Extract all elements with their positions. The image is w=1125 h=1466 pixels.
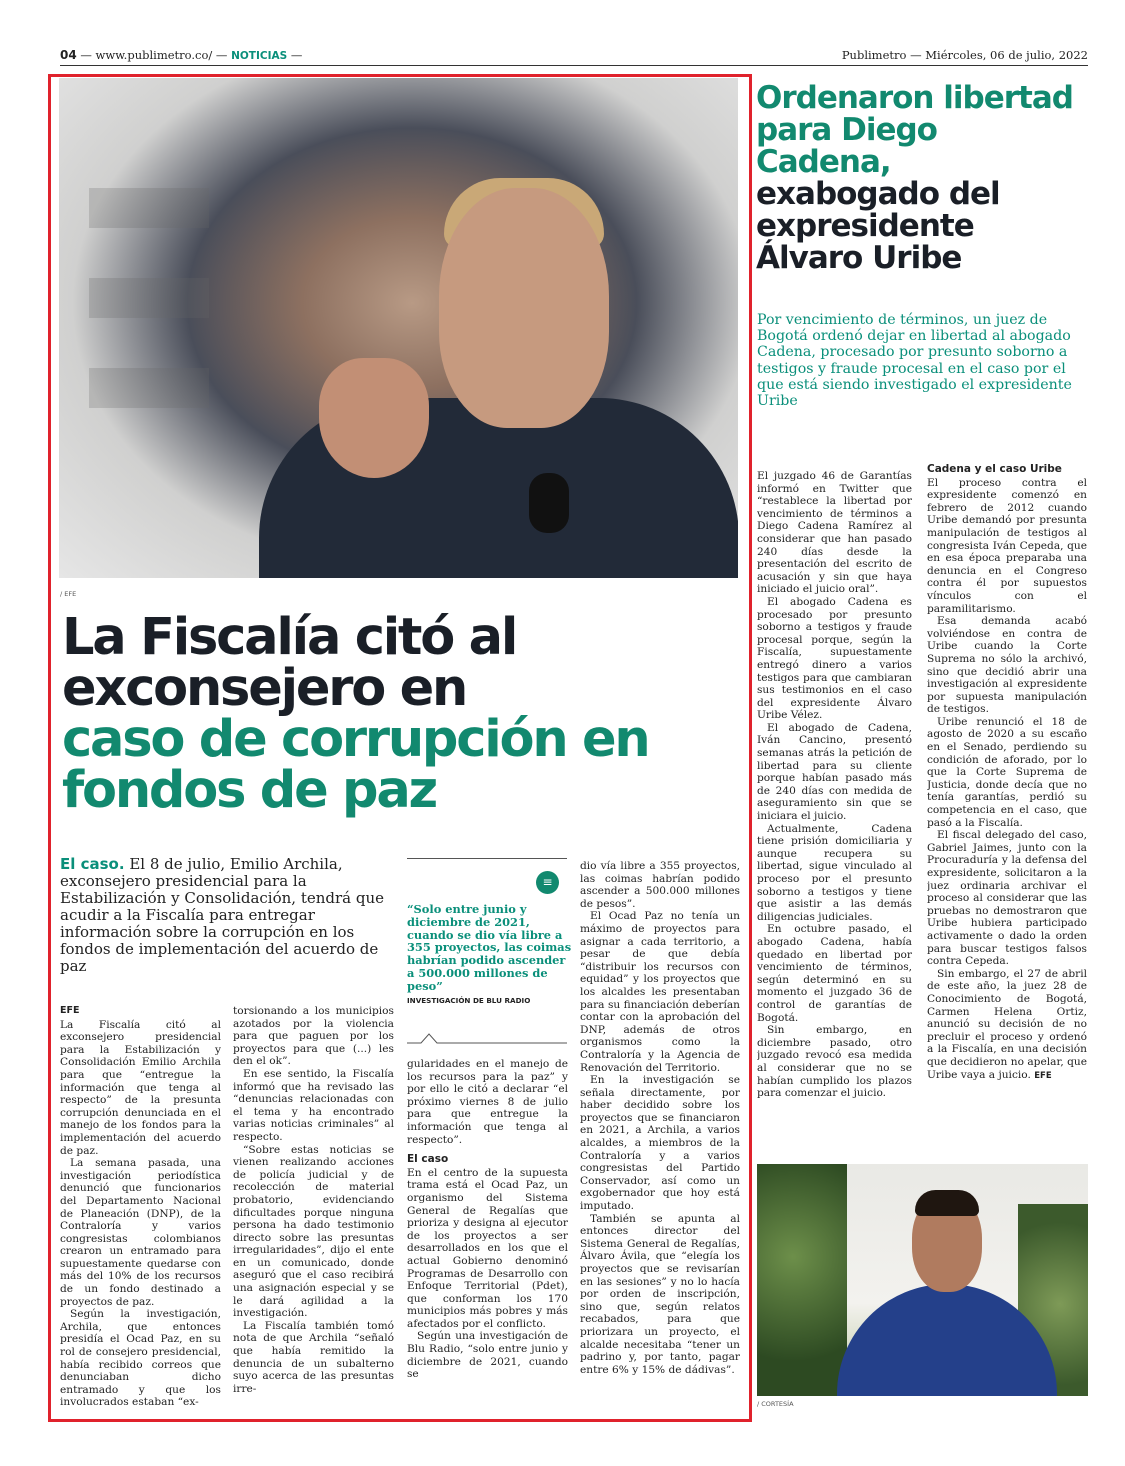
paragraph: También se apunta al entonces director del Sistema General de Regalías, Álvaro Ávila, que “elegía los proyectos que se revisarían en las sesiones” y no lo hacía por orden de inscripción, sino que, según relatos recabados, para que priorizara un proyecto, el alcalde necesitaba “tener un padrino y, por tanto, pagar entre 6% y 15% de dádivas”. — [580, 1212, 740, 1376]
side-photo-credit: / CORTESÍA — [757, 1400, 794, 1408]
paragraph: Esa demanda acabó volviéndose en contra de Uribe cuando la Corte Suprema no sólo la archivó, sino que decidió abrir una investigación al expresidente por supuesta manipulación de testigos. — [927, 615, 1087, 716]
quote-source: INVESTIGACIÓN DE BLU RADIO — [407, 996, 531, 1005]
page-number: 04 — [60, 48, 77, 62]
paragraph: Sin embargo, en diciembre pasado, otro juzgado revocó esa medida al considerar que no se habían cumplido los plazos para comenzar el juicio. — [757, 1024, 912, 1100]
side-headline-teal: Ordenaron libertad para Diego Cadena, — [756, 80, 1073, 180]
paragraph: “Sobre estas noticias se vienen realizando acciones de policía judicial y de recolección de material probatorio, evidenciando dificultades porque ninguna persona ha dado testimonio directo sobre las presuntas irregularidades”, dijo el ente en un comunicado, donde aseguró que el caso recibirá una asignación especial y se le dará agilidad a la investigación. — [233, 1143, 394, 1320]
paragraph: La Fiscalía citó al exconsejero presidencial para la Estabilización y Consolidación Emilio Archila para que “entregue la información que tenga al respecto” de la presunta corrupción denunciada en el manejo de los fondos para la implementación del acuerdo de paz. — [60, 1018, 221, 1157]
main-col-2 — [233, 1005, 394, 1410]
plant-left — [757, 1164, 847, 1396]
efe-tag: EFE — [1034, 1070, 1052, 1081]
paragraph: gularidades en el manejo de los recursos para la paz” y por ello le citó a declarar “el próximo viernes 8 de julio para que entregue la información que tenga al respecto”. — [407, 1058, 568, 1146]
paragraph: El abogado de Cadena, Iván Cancino, presentó semanas atrás la petición de libertad para su cliente porque habían pasado más de 240 días con medida de aseguramiento sin que se iniciara el juicio. — [757, 721, 912, 823]
lead-label: El caso. — [60, 855, 125, 873]
paragraph: El Ocad Paz no tenía un máximo de proyectos para asignar a cada territorio, a pesar de que debía “distribuir los recursos con equidad” y los proyectos que los alcaldes les presentaban para su financiación deberían contar con la aprobación del DNP, además de otros organismos como la Contraloría y la Agencia de Renovación del Territorio. — [580, 910, 740, 1074]
paragraph: En el centro de la supuesta trama está el Ocad Paz, un organismo del Sistema General de Regalías que prioriza y designa al ejecutor de los proyectos a ser desarrollados en los que el actual Gobierno denominó Programas de Desarrollo con Enfoque Territorial (Pdet), que conforman los 170 municipios más pobres y más afectados por el conflicto. — [407, 1166, 568, 1330]
main-photo — [59, 78, 738, 578]
main-photo-credit: / EFE — [60, 590, 77, 598]
byline: EFE — [60, 1005, 80, 1016]
subheading-cadena-uribe: Cadena y el caso Uribe — [927, 463, 1062, 475]
paragraph: El fiscal delegado del caso, Gabriel Jaimes, junto con la Procuraduría y la defensa del expresidente, solicitaron a la juez ordinaria archivar el proceso al considerar que las pruebas no demostraron que Uribe hubiera participado activamente o dado la orden para buscar testigos falsos contra Cepeda. — [927, 829, 1087, 968]
main-col-3 — [407, 1058, 568, 1410]
main-headline — [62, 608, 732, 820]
site-url[interactable]: — www.publimetro.co/ — — [80, 48, 228, 62]
paragraph: Según la investigación, Archila, que entonces presidía el Ocad Paz, en su rol de consejero presidencial, había recibido correos que denunciaban dicho entramado y que los involucrados estaban “ex- — [60, 1308, 221, 1409]
lead-paragraph — [60, 856, 395, 975]
quote-divider — [407, 1032, 567, 1044]
paragraph: dio vía libre a 355 proyectos, las coimas habrían podido ascender a 500.000 millones de pesos”. — [580, 860, 740, 910]
paragraph: Según una investigación de Blu Radio, “solo entre junio y diciembre de 2021, cuando se — [407, 1330, 568, 1381]
photo-hair — [915, 1190, 979, 1216]
pull-quote — [407, 858, 572, 1005]
microphone-icon — [529, 473, 569, 533]
paragraph: El proceso contra el expresidente comenzó en febrero de 2012 cuando Uribe demandó por presunta manipulación de testigos al congresista Iván Cepeda, que en esa época preparaba una denuncia en el Congreso contra él por supuestos vínculos con el paramilitarismo. — [927, 476, 1087, 615]
paragraph: La semana pasada, una investigación periodística denunció que funcionarios del Departamento Nacional de Planeación (DNP), de la Contraloría y varios congresistas colombianos crearon un entramado para supuestamente quedarse con más del 10% de los recursos de un fondo destinado a proyectos de paz. — [60, 1157, 221, 1308]
paragraph: En octubre pasado, el abogado Cadena, había quedado en libertad por vencimiento de términos, según determinó en su momento el juzgado 36 de control de garantías de Bogotá. — [757, 923, 912, 1024]
side-deck: Por vencimiento de términos, un juez de Bogotá ordenó dejar en libertad al abogado Cadena, procesado por presunto soborno a testigos y fraude procesal en el caso por el que está siendo investigado el expresidente Uribe — [757, 312, 1072, 410]
photo-face — [439, 188, 609, 428]
side-headline — [756, 82, 1076, 274]
paragraph-text: Sin embargo, el 27 de abril de este año, la juez 28 de Conocimiento de Bogotá, Carmen Helena Ortiz, anunció su decisión de no precluir el proceso y ordenó a la Fiscalía, en una decisión que decidieron no apelar, que Uribe vaya a juicio. — [927, 967, 1087, 1081]
main-col-4 — [580, 860, 740, 1410]
section-name[interactable]: NOTICIAS — [231, 50, 288, 62]
section-suffix: — — [287, 48, 303, 62]
photo-hand — [319, 358, 429, 478]
paragraph — [927, 968, 1087, 1082]
paragraph: La Fiscalía también tomó nota de que Archila “señaló que había remitido la denuncia de un subalterno suyo acerca de las presuntas irre- — [233, 1319, 394, 1395]
paragraph: El abogado Cadena es procesado por presunto soborno a testigos y fraude procesal porque, según la Fiscalía, supuestamente entregó dinero a varios testigos para que cambiaran sus testimonios en el caso del expresidente Álvaro Uribe Vélez. — [757, 595, 912, 722]
paragraph: En la investigación se señala directamente, por haber decidido sobre los proyectos que se financiaron en 2021, a Archila, a varios alcaldes, a miembros de la Contraloría y a varios congresistas del Partido Conservador, así como un exgobernador que hoy está imputado. — [580, 1074, 740, 1213]
paragraph: En ese sentido, la Fiscalía informó que ha revisado las “denuncias relacionadas con el tema y ha encontrado varias noticias criminales” al respecto. — [233, 1067, 394, 1143]
side-photo — [757, 1164, 1088, 1396]
header-date: Publimetro — Miércoles, 06 de julio, 2022 — [841, 48, 1088, 62]
headline-teal: caso de corrupción en fondos de paz — [62, 710, 649, 820]
paragraph: Uribe renunció el 18 de agosto de 2020 a su escaño en el Senado, perdiendo su condición de aforado, por lo que la Corte Suprema de Justicia, donde decía que no tenía garantías, perdió su competencia en el caso, que pasó a la Fiscalía. — [927, 715, 1087, 829]
paragraph: torsionando a los municipios azotados por la violencia para que paguen por los proyectos para que (...) les den el ok”. — [233, 1005, 394, 1068]
side-col-1 — [757, 470, 912, 1160]
speech-bubble-icon: ≡ — [536, 871, 559, 894]
paragraph: Actualmente, Cadena tiene prisión domiciliaria y aunque recupera su libertad, sigue vinculado al proceso por el presunto soborno a testigos y tiene que asistir a las demás diligencias judiciales. — [757, 822, 912, 923]
backdrop-logos — [89, 188, 209, 448]
quote-text: “Solo entre junio y diciembre de 2021, cuando se dio vía libre a 355 proyectos, las coimas habrían podido ascender a 500.000 millones de peso” — [407, 902, 572, 993]
lead-text: El 8 de julio, Emilio Archila, exconsejero presidencial para la Estabilización y Consolidación, tendrá que acudir a la Fiscalía para entregar información sobre la corrupción en los fondos de implementación del acuerdo de paz — [60, 855, 385, 975]
side-headline-dark: exabogado del expresidente Álvaro Uribe — [756, 176, 1000, 276]
page-header — [60, 46, 1088, 66]
paragraph: El juzgado 46 de Garantías informó en Twitter que “restablece la libertad por vencimiento de términos a Diego Cadena Ramírez al considerar que han pasado 240 días desde la presentación del escrito de acusación y sin que haya iniciado el juicio oral”. — [757, 470, 912, 596]
subheading-el-caso: El caso — [407, 1153, 449, 1166]
side-col-2 — [927, 463, 1087, 1160]
main-col-1 — [60, 1005, 221, 1410]
header-left — [60, 48, 302, 62]
headline-dark: La Fiscalía citó al exconsejero en — [62, 608, 517, 718]
